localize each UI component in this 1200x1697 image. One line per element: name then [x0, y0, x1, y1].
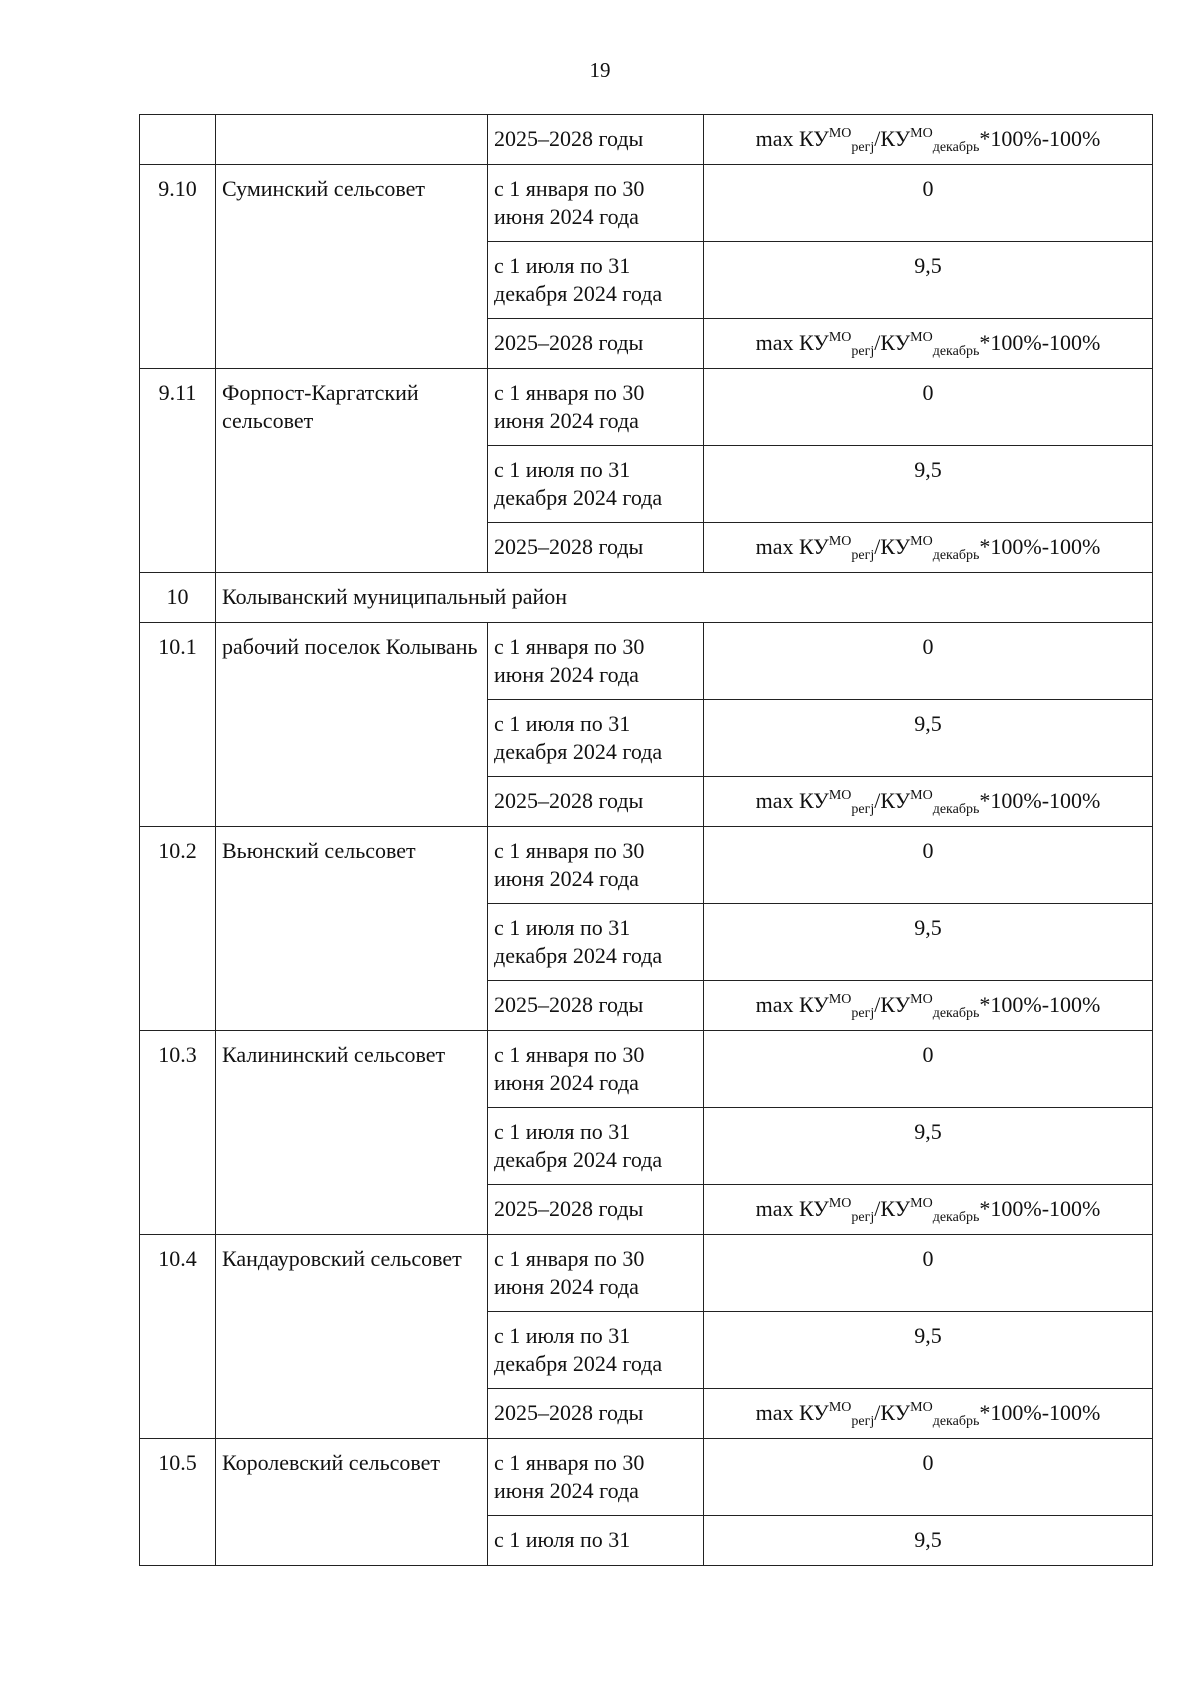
- section-number: 10: [140, 573, 216, 623]
- formula-mid: /КУ: [874, 788, 911, 813]
- formula-sup: МО: [910, 1196, 933, 1211]
- municipality-name: Калининский сельсовет: [216, 1031, 488, 1235]
- value-cell: 9,5: [704, 1108, 1153, 1185]
- formula-sup: МО: [910, 126, 933, 141]
- formula-sub: регj: [851, 1006, 875, 1021]
- formula-prefix: max КУ: [755, 330, 829, 355]
- formula-mid: /КУ: [874, 126, 911, 151]
- formula-cell: [704, 319, 1153, 369]
- formula-sub: регj: [851, 1210, 875, 1225]
- table-row: [140, 827, 1153, 904]
- municipality-name: Вьюнский сельсовет: [216, 827, 488, 1031]
- period-cell: 2025–2028 годы: [488, 1389, 704, 1439]
- table-row: [140, 1031, 1153, 1108]
- row-number: 10.5: [140, 1439, 216, 1566]
- formula-cell: [704, 1389, 1153, 1439]
- formula-mid: /КУ: [874, 1196, 911, 1221]
- value-cell: 9,5: [704, 242, 1153, 319]
- row-number: 10.4: [140, 1235, 216, 1439]
- period-cell: с 1 января по 30 июня 2024 года: [488, 827, 704, 904]
- table-row: [140, 165, 1153, 242]
- period-cell: 2025–2028 годы: [488, 981, 704, 1031]
- value-cell: 0: [704, 1439, 1153, 1516]
- formula-sup: МО: [828, 534, 852, 549]
- formula-cell: [704, 981, 1153, 1031]
- formula-sub: декабрь: [932, 1006, 980, 1021]
- row-number: 9.11: [140, 369, 216, 573]
- formula-cell: [704, 115, 1153, 165]
- period-cell: с 1 января по 30 июня 2024 года: [488, 623, 704, 700]
- formula-sub: декабрь: [932, 802, 980, 817]
- period-cell: 2025–2028 годы: [488, 523, 704, 573]
- formula-suffix: *100%-100%: [979, 992, 1101, 1017]
- value-cell: 0: [704, 1235, 1153, 1312]
- formula-sup: МО: [828, 126, 852, 141]
- value-cell: 0: [704, 369, 1153, 446]
- formula-sub: регj: [851, 344, 875, 359]
- period-cell: 2025–2028 годы: [488, 777, 704, 827]
- formula-cell: [704, 523, 1153, 573]
- row-number: 10.3: [140, 1031, 216, 1235]
- formula-cell: [704, 1185, 1153, 1235]
- formula-mid: /КУ: [874, 330, 911, 355]
- formula-suffix: *100%-100%: [979, 788, 1101, 813]
- formula-suffix: *100%-100%: [979, 126, 1101, 151]
- row-number: 9.10: [140, 165, 216, 369]
- formula-sup: МО: [828, 1400, 852, 1415]
- value-cell: 0: [704, 1031, 1153, 1108]
- formula-sub: регj: [851, 140, 875, 155]
- formula-sup: МО: [828, 330, 852, 345]
- period-cell: с 1 января по 30 июня 2024 года: [488, 165, 704, 242]
- value-cell: 9,5: [704, 1516, 1153, 1566]
- value-cell: 9,5: [704, 700, 1153, 777]
- page-number: 19: [589, 58, 611, 82]
- period-cell: с 1 января по 30 июня 2024 года: [488, 1031, 704, 1108]
- section-heading-row: [140, 573, 1153, 623]
- municipality-name: Суминский сельсовет: [216, 165, 488, 369]
- period-cell: 2025–2028 годы: [488, 115, 704, 165]
- formula-sup: МО: [910, 788, 933, 803]
- formula-cell: [704, 777, 1153, 827]
- formula-sub: декабрь: [932, 1414, 980, 1429]
- municipality-name: Кандауровский сельсовет: [216, 1235, 488, 1439]
- period-cell: с 1 января по 30 июня 2024 года: [488, 369, 704, 446]
- formula-prefix: max КУ: [755, 1196, 829, 1221]
- formula-sub: декабрь: [932, 140, 980, 155]
- section-title: Колыванский муниципальный район: [216, 573, 1153, 623]
- value-cell: 0: [704, 827, 1153, 904]
- period-cell: с 1 июля по 31 декабря 2024 года: [488, 700, 704, 777]
- formula-sup: МО: [828, 788, 852, 803]
- formula-sup: МО: [910, 534, 933, 549]
- formula-sup: МО: [828, 1196, 852, 1211]
- table-row: [140, 369, 1153, 446]
- formula-sub: декабрь: [932, 548, 980, 563]
- period-cell: с 1 июля по 31 декабря 2024 года: [488, 904, 704, 981]
- formula-sub: декабрь: [932, 344, 980, 359]
- period-cell: с 1 июля по 31 декабря 2024 года: [488, 1312, 704, 1389]
- formula-sub: регj: [851, 548, 875, 563]
- municipality-name: Форпост-Каргатский сельсовет: [216, 369, 488, 573]
- table-row: [140, 1439, 1153, 1516]
- municipality-name: Королевский сельсовет: [216, 1439, 488, 1566]
- formula-sub: декабрь: [932, 1210, 980, 1225]
- table-row: [140, 115, 1153, 165]
- formula-sup: МО: [910, 330, 933, 345]
- row-number: [140, 115, 216, 165]
- formula-suffix: *100%-100%: [979, 1400, 1101, 1425]
- period-cell: 2025–2028 годы: [488, 319, 704, 369]
- formula-suffix: *100%-100%: [979, 1196, 1101, 1221]
- value-cell: 9,5: [704, 446, 1153, 523]
- data-table: [139, 114, 1153, 1566]
- formula-sub: регj: [851, 1414, 875, 1429]
- period-cell: с 1 июля по 31 декабря 2024 года: [488, 242, 704, 319]
- formula-mid: /КУ: [874, 534, 911, 559]
- row-name: [216, 115, 488, 165]
- municipality-name: рабочий поселок Колывань: [216, 623, 488, 827]
- formula-mid: /КУ: [874, 992, 911, 1017]
- formula-prefix: max КУ: [755, 534, 829, 559]
- row-number: 10.1: [140, 623, 216, 827]
- period-cell: с 1 января по 30 июня 2024 года: [488, 1439, 704, 1516]
- formula-sup: МО: [910, 992, 933, 1007]
- table-row: [140, 1235, 1153, 1312]
- period-cell: с 1 июля по 31 декабря 2024 года: [488, 446, 704, 523]
- formula-suffix: *100%-100%: [979, 534, 1101, 559]
- formula-suffix: *100%-100%: [979, 330, 1101, 355]
- value-cell: 0: [704, 623, 1153, 700]
- period-cell: с 1 января по 30 июня 2024 года: [488, 1235, 704, 1312]
- formula-prefix: max КУ: [755, 1400, 829, 1425]
- table-body: [140, 115, 1153, 1566]
- formula-prefix: max КУ: [755, 788, 829, 813]
- formula-prefix: max КУ: [755, 126, 829, 151]
- formula-sup: МО: [828, 992, 852, 1007]
- formula-mid: /КУ: [874, 1400, 911, 1425]
- value-cell: 9,5: [704, 904, 1153, 981]
- period-cell: с 1 июля по 31: [488, 1516, 704, 1566]
- formula-sup: МО: [910, 1400, 933, 1415]
- formula-sub: регj: [851, 802, 875, 817]
- value-cell: 9,5: [704, 1312, 1153, 1389]
- formula-prefix: max КУ: [755, 992, 829, 1017]
- value-cell: 0: [704, 165, 1153, 242]
- period-cell: с 1 июля по 31 декабря 2024 года: [488, 1108, 704, 1185]
- period-cell: 2025–2028 годы: [488, 1185, 704, 1235]
- row-number: 10.2: [140, 827, 216, 1031]
- table-row: [140, 623, 1153, 700]
